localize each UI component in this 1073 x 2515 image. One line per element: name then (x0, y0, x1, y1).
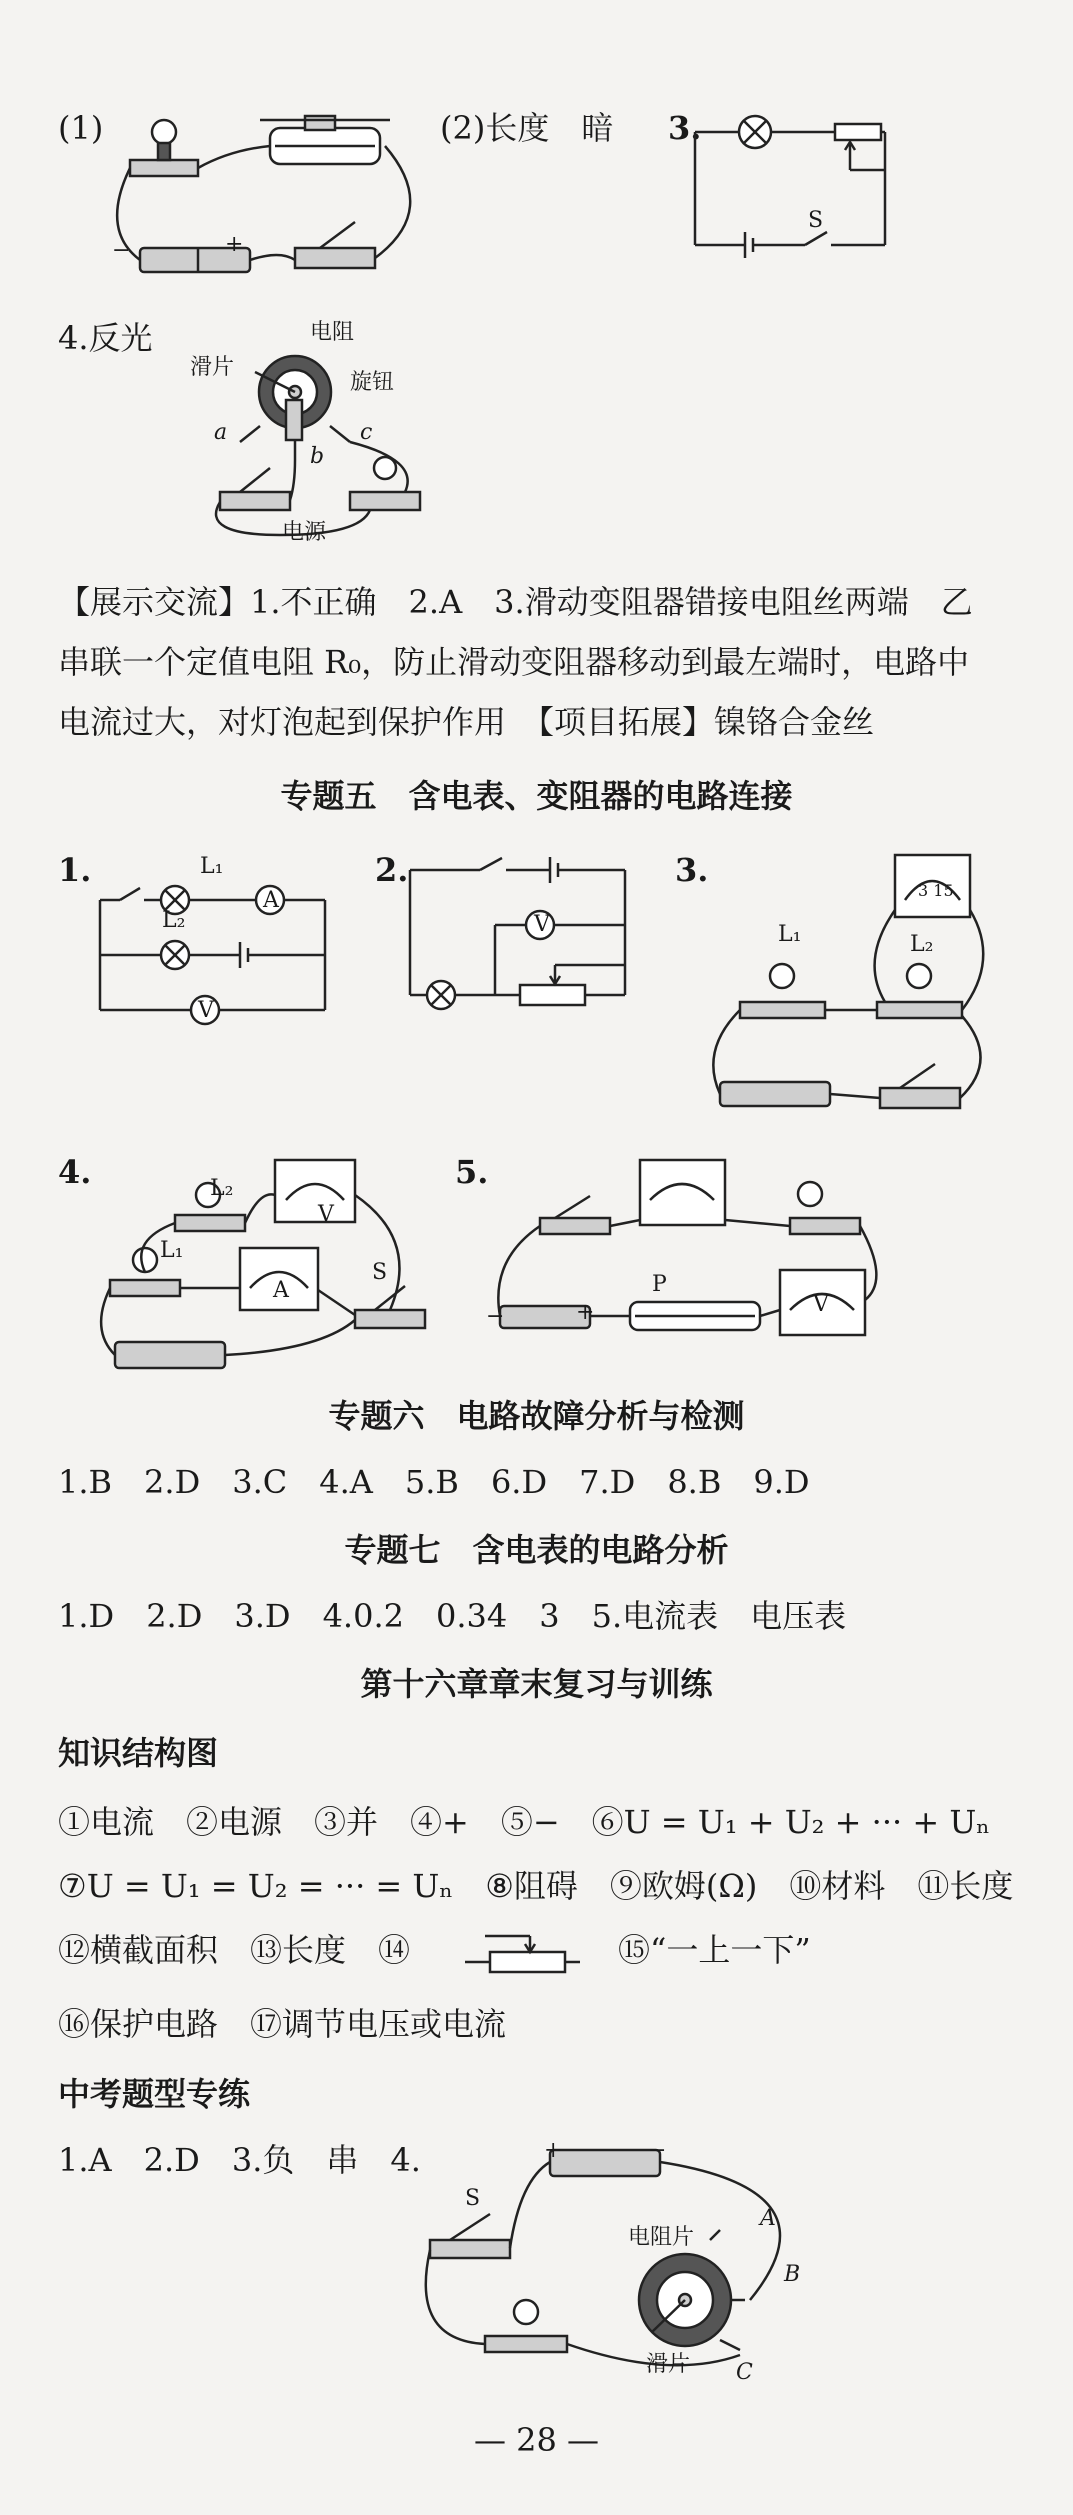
t5-q1-schematic (100, 880, 330, 1020)
q1-plus-label: + (225, 232, 244, 257)
q1-label: (1) (58, 109, 104, 147)
q4-label: 4.反光 (58, 319, 153, 357)
t5-q1-L2: L₂ (162, 908, 186, 933)
t5-q1-L1: L₁ (200, 854, 224, 879)
exam-terminal-C: C (736, 2360, 753, 2385)
knowledge-line-1: ①电流 ②电源 ③并 ④+ ⑤− ⑥U = U₁ + U₂ + ··· + Uₙ (58, 1803, 991, 1841)
t5-q4-L2: L₂ (210, 1176, 234, 1201)
topic5-title: 专题五 含电表、变阻器的电路连接 (280, 777, 793, 815)
t5-q4-ammeter: A (273, 1278, 289, 1303)
t5-q3-physical-figure (700, 850, 1000, 1130)
t5-q5-minus: − (486, 1304, 505, 1329)
knowledge-line-2: ⑦U = U₁ = U₂ = ··· = Uₙ ⑧阻碍 ⑨欧姆(Ω) ⑩材料 ⑪长度 (58, 1867, 1014, 1905)
t5-q4-physical-figure (90, 1150, 440, 1380)
t5-q1-number: 1. (58, 851, 92, 889)
para-line-3: 电流过大，对灯泡起到保护作用 【项目拓展】镍铬合金丝 (58, 703, 875, 741)
t5-q4-switch: S (372, 1260, 388, 1285)
exam-terminal-A: A (760, 2206, 776, 2231)
t5-q3-L2: L₂ (910, 932, 934, 957)
q4-knob-label: 旋钮 (350, 370, 395, 395)
knowledge-heading: 知识结构图 (58, 1734, 219, 1772)
t5-q4-voltmeter: V (318, 1202, 334, 1227)
t5-q5-plus: + (576, 1300, 595, 1325)
q4-terminal-c: c (360, 420, 373, 445)
q3-number: 3. (668, 109, 702, 147)
t5-q5-number: 5. (455, 1153, 489, 1191)
t5-q3-L1: L₁ (778, 922, 802, 947)
exam-plus: + (544, 2138, 563, 2163)
exam-switch-S: S (465, 2186, 481, 2211)
q4-terminal-b: b (310, 444, 325, 469)
knowledge-line-3b: ⑮“一上一下” (618, 1931, 811, 1969)
q4-source-label: 电源 (282, 520, 327, 545)
q1-minus-label: − (112, 238, 131, 263)
rheostat-symbol (465, 1932, 585, 1972)
para-line-2: 串联一个定值电阻 R₀，防止滑动变阻器移动到最左端时，电路中 (58, 643, 970, 681)
t5-q2-number: 2. (375, 851, 409, 889)
exam-q4-figure (420, 2140, 840, 2380)
page-number: — 28 — (473, 2421, 600, 2459)
exhibition-paragraph (58, 572, 1018, 752)
exam-answers: 1.A 2.D 3.负 串 4. (58, 2141, 421, 2179)
chapter-title: 第十六章章末复习与训练 (360, 1665, 713, 1703)
exam-terminal-B: B (784, 2262, 801, 2287)
t5-q1-ammeter: A (263, 888, 279, 913)
q3-switch-label: S (808, 208, 824, 233)
t5-q4-number: 4. (58, 1153, 92, 1191)
t5-q3-scale: 3 15 (918, 881, 954, 900)
knowledge-line-3a: ⑫横截面积 ⑬长度 ⑭ (58, 1931, 411, 1969)
topic6-title: 专题六 电路故障分析与检测 (328, 1397, 745, 1435)
q4-slider-label: 滑片 (190, 355, 235, 380)
topic7-title: 专题七 含电表的电路分析 (344, 1531, 729, 1569)
q2-label: (2)长度 暗 (440, 109, 614, 147)
knowledge-line-4: ⑯保护电路 ⑰调节电压或电流 (58, 2005, 507, 2043)
exam-resistor-label: 电阻片 (628, 2225, 695, 2250)
t5-q5-physical-figure (490, 1150, 880, 1350)
t5-q3-number: 3. (675, 851, 709, 889)
topic6-answers: 1.B 2.D 3.C 4.A 5.B 6.D 7.D 8.B 9.D (58, 1463, 810, 1501)
t5-q4-L1: L₁ (160, 1238, 184, 1263)
t5-q2-schematic (410, 870, 630, 1010)
topic7-answers: 1.D 2.D 3.D 4.0.2 0.34 3 5.电流表 电压表 (58, 1597, 847, 1635)
q4-terminal-a: a (214, 420, 228, 445)
q1-circuit-figure (110, 110, 430, 290)
t5-q5-voltmeter: V (813, 1292, 829, 1317)
exam-heading: 中考题型专练 (58, 2075, 251, 2113)
t5-q5-slider-P: P (652, 1272, 667, 1297)
t5-q1-voltmeter: V (198, 998, 214, 1023)
exam-slider-label: 滑片 (646, 2352, 691, 2377)
t5-q2-voltmeter: V (534, 912, 550, 937)
para-line-1: 【展示交流】1.不正确 2.A 3.滑动变阻器错接电阻丝两端 乙 (58, 583, 973, 621)
q4-resistor-label: 电阻 (310, 320, 355, 345)
q3-schematic (695, 110, 895, 260)
exam-minus: − (648, 2138, 667, 2163)
